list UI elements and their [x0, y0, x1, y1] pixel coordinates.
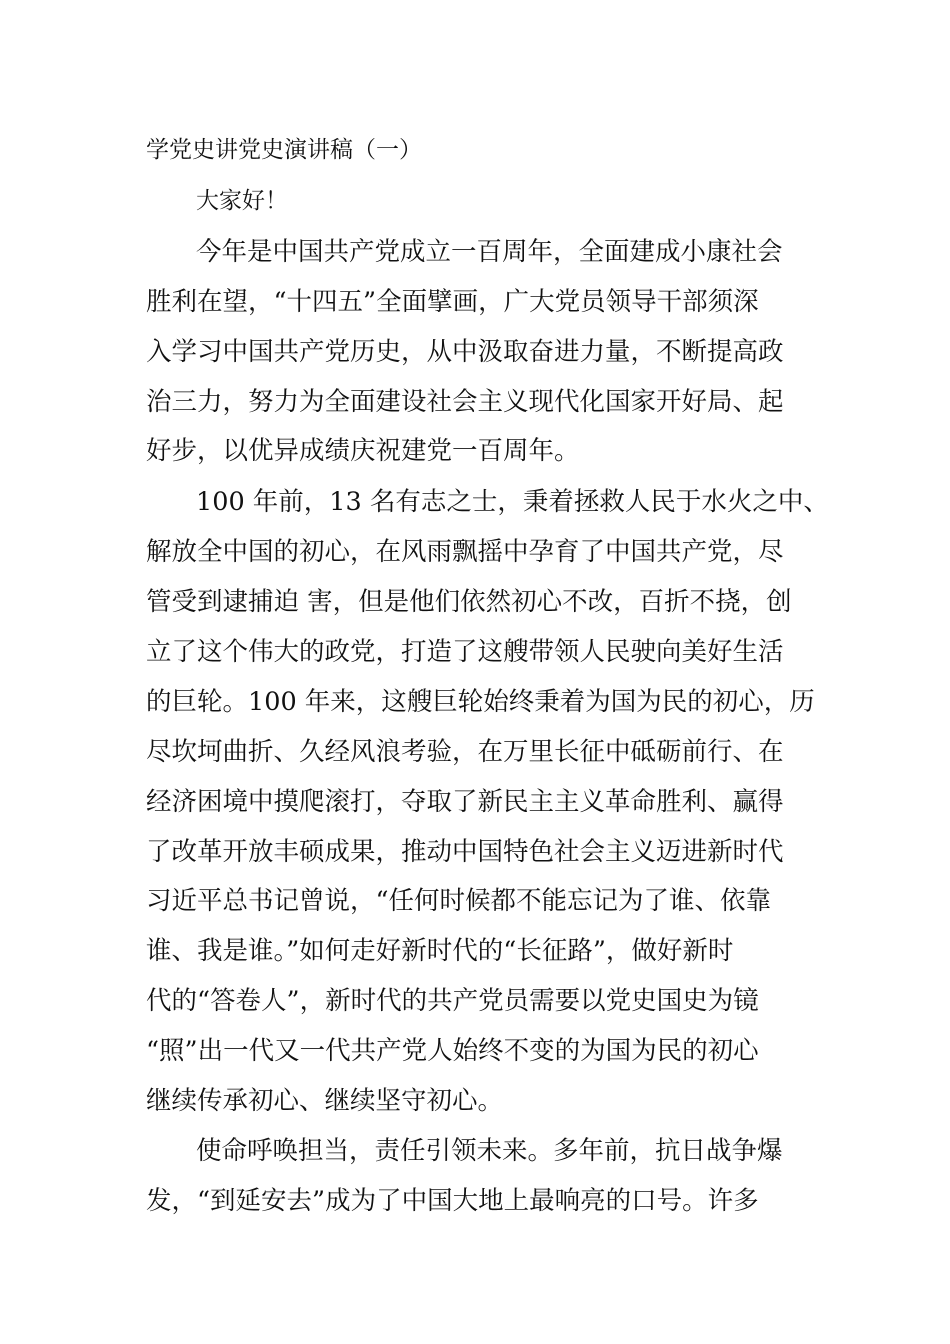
body-line: 立了这个伟大的政党，打造了这艘带领人民驶向美好生活 — [146, 637, 784, 667]
body-line: 今年是中国共产党成立一百周年，全面建成小康社会 — [196, 237, 783, 267]
body-line: 的巨轮。100 年来，这艘巨轮始终秉着为国为民的初心，历 — [146, 687, 815, 717]
body-line: 胜利在望，“十四五”全面擘画，广大党员领导干部须深 — [146, 287, 759, 317]
body-line: 了改革开放丰硕成果，推动中国特色社会主义迈进新时代 — [146, 837, 784, 867]
document-title: 学党史讲党史演讲稿（一） — [146, 137, 422, 163]
greeting-line: 大家好！ — [196, 188, 288, 214]
body-line: 尽坎坷曲折、久经风浪考验，在万里长征中砥砺前行、在 — [146, 737, 784, 767]
body-line: 100 年前，13 名有志之士，秉着拯救人民于水火之中、 — [196, 487, 829, 517]
body-line: 使命呼唤担当，责任引领未来。多年前，抗日战争爆 — [196, 1136, 783, 1166]
body-line: 继续传承初心、继续坚守初心。 — [146, 1086, 504, 1116]
body-line: 习近平总书记曾说，“任何时候都不能忘记为了谁、依靠 — [146, 886, 772, 916]
body-line: 发，“到延安去”成为了中国大地上最响亮的口号。许多 — [146, 1186, 759, 1216]
body-line: 治三力，努力为全面建设社会主义现代化国家开好局、起 — [146, 387, 784, 417]
body-line: 谁、我是谁。”如何走好新时代的“长征路”，做好新时 — [146, 936, 734, 966]
body-line: 解放全中国的初心，在风雨飘摇中孕育了中国共产党，尽 — [146, 537, 784, 567]
body-line: 入学习中国共产党历史，从中汲取奋进力量，不断提高政 — [146, 337, 784, 367]
body-line: 代的“答卷人”，新时代的共产党员需要以党史国史为镜 — [146, 986, 759, 1016]
body-line: 经济困境中摸爬滚打，夺取了新民主主义革命胜利、赢得 — [146, 787, 784, 817]
body-line: 好步，以优异成绩庆祝建党一百周年。 — [146, 436, 580, 466]
body-line: 管受到逮捕迫 害，但是他们依然初心不改，百折不挠，创 — [146, 587, 792, 617]
body-line: “照”出一代又一代共产党人始终不变的为国为民的初心 — [146, 1036, 759, 1066]
